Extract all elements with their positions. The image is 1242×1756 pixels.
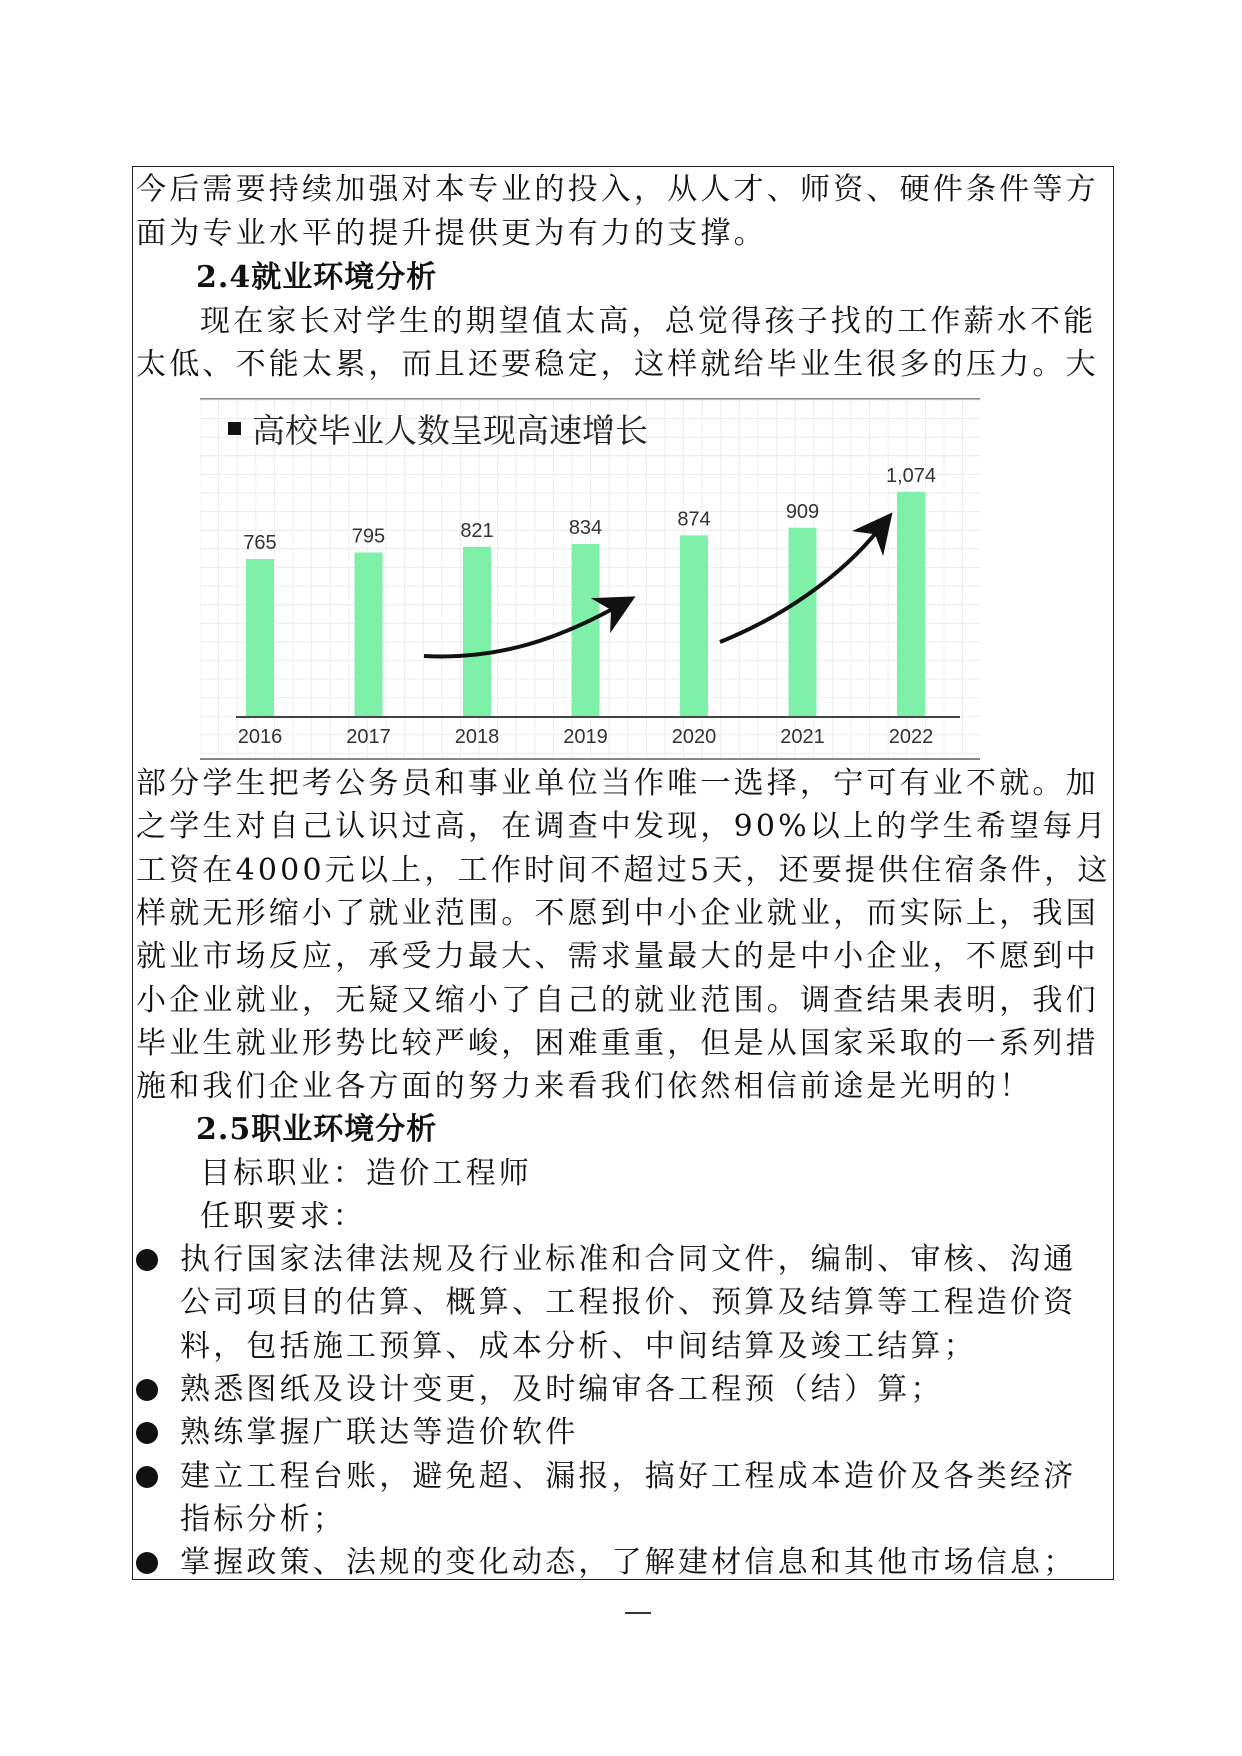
bar	[246, 559, 274, 717]
paragraph-line: 部分学生把考公务员和事业单位当作唯一选择，宁可有业不就。加	[136, 766, 1099, 801]
list-item-line: 公司项目的估算、概算、工程报价、预算及结算等工程造价资	[180, 1285, 1077, 1321]
x-tick-label: 2022	[888, 726, 934, 748]
bullet-dot	[136, 1249, 158, 1271]
bar	[789, 528, 817, 717]
paragraph-line: 现在家长对学生的期望值太高，总觉得孩子找的工作薪水不能	[200, 304, 1097, 339]
bar-value-label: 834	[568, 517, 603, 540]
chart-title-marker	[228, 422, 241, 435]
paragraph-line: 今后需要持续加强对本专业的投入，从人才、师资、硬件条件等方	[136, 172, 1099, 207]
bullet-dot	[136, 1552, 158, 1574]
bar-chart-svg	[200, 398, 980, 760]
bar	[355, 552, 383, 717]
x-tick-label: 2019	[563, 726, 608, 748]
list-item-line: 指标分析；	[180, 1501, 346, 1537]
x-tick-label: 2016	[237, 726, 283, 748]
requirements-label: 任职要求：	[200, 1199, 366, 1234]
list-item-line: 料，包括施工预算、成本分析、中间结算及竣工结算；	[180, 1328, 977, 1364]
x-tick-label: 2021	[780, 726, 825, 748]
paragraph-line: 面为专业水平的提升提供更为有力的支撑。	[136, 216, 767, 251]
paragraph-line: 之学生对自己认识过高，在调查中发现，90%以上的学生希望每月	[136, 809, 1109, 845]
paragraph-line: 施和我们企业各方面的努力来看我们依然相信前途是光明的！	[136, 1069, 1033, 1105]
list-item-line: 熟练掌握广联达等造价软件	[180, 1415, 579, 1451]
list-item-line: 熟悉图纸及设计变更，及时编审各工程预（结）算；	[180, 1371, 944, 1407]
section-heading-2-4: 2.4就业环境分析	[196, 260, 438, 295]
x-tick-label: 2017	[346, 726, 391, 748]
bullet-dot	[136, 1379, 158, 1401]
bar	[897, 492, 925, 717]
paragraph-line: 工资在4000元以上，工作时间不超过5天，还要提供住宿条件，这	[136, 852, 1111, 888]
bar-value-label: 1,074	[885, 465, 937, 487]
paragraph-line: 样就无形缩小了就业范围。不愿到中小企业就业，而实际上，我国	[136, 895, 1099, 931]
section-heading-2-5: 2.5职业环境分析	[196, 1112, 438, 1147]
page-footer-dash	[625, 1612, 651, 1614]
bar	[680, 535, 708, 717]
target-career: 目标职业：造价工程师	[200, 1156, 532, 1191]
bar-value-label: 821	[460, 519, 494, 542]
bar-value-label: 765	[243, 532, 277, 554]
bar-value-label: 909	[785, 500, 820, 523]
paragraph-line: 太低、不能太累，而且还要稳定，这样就给毕业生很多的压力。大	[136, 347, 1099, 382]
bar	[463, 547, 491, 717]
bar-chart	[200, 398, 980, 760]
x-tick-label: 2020	[671, 726, 717, 748]
bar-value-label: 874	[677, 508, 711, 531]
x-tick-label: 2018	[454, 726, 500, 748]
list-item-line: 建立工程台账，避免超、漏报，搞好工程成本造价及各类经济	[180, 1458, 1077, 1494]
list-item-line: 执行国家法律法规及行业标准和合同文件，编制、审核、沟通	[180, 1242, 1077, 1277]
paragraph-line: 毕业生就业形势比较严峻，困难重重，但是从国家采取的一系列措	[136, 1025, 1099, 1061]
paragraph-line: 小企业就业，无疑又缩小了自己的就业范围。调查结果表明，我们	[136, 982, 1099, 1018]
paragraph-line: 就业市场反应，承受力最大、需求量最大的是中小企业，不愿到中	[136, 939, 1099, 975]
chart-title: 高校毕业人数呈现高速增长	[252, 412, 648, 449]
bar	[572, 544, 600, 717]
bar-value-label: 795	[351, 525, 386, 548]
bullet-dot	[136, 1466, 158, 1488]
list-item-line: 掌握政策、法规的变化动态，了解建材信息和其他市场信息；	[180, 1545, 1077, 1581]
